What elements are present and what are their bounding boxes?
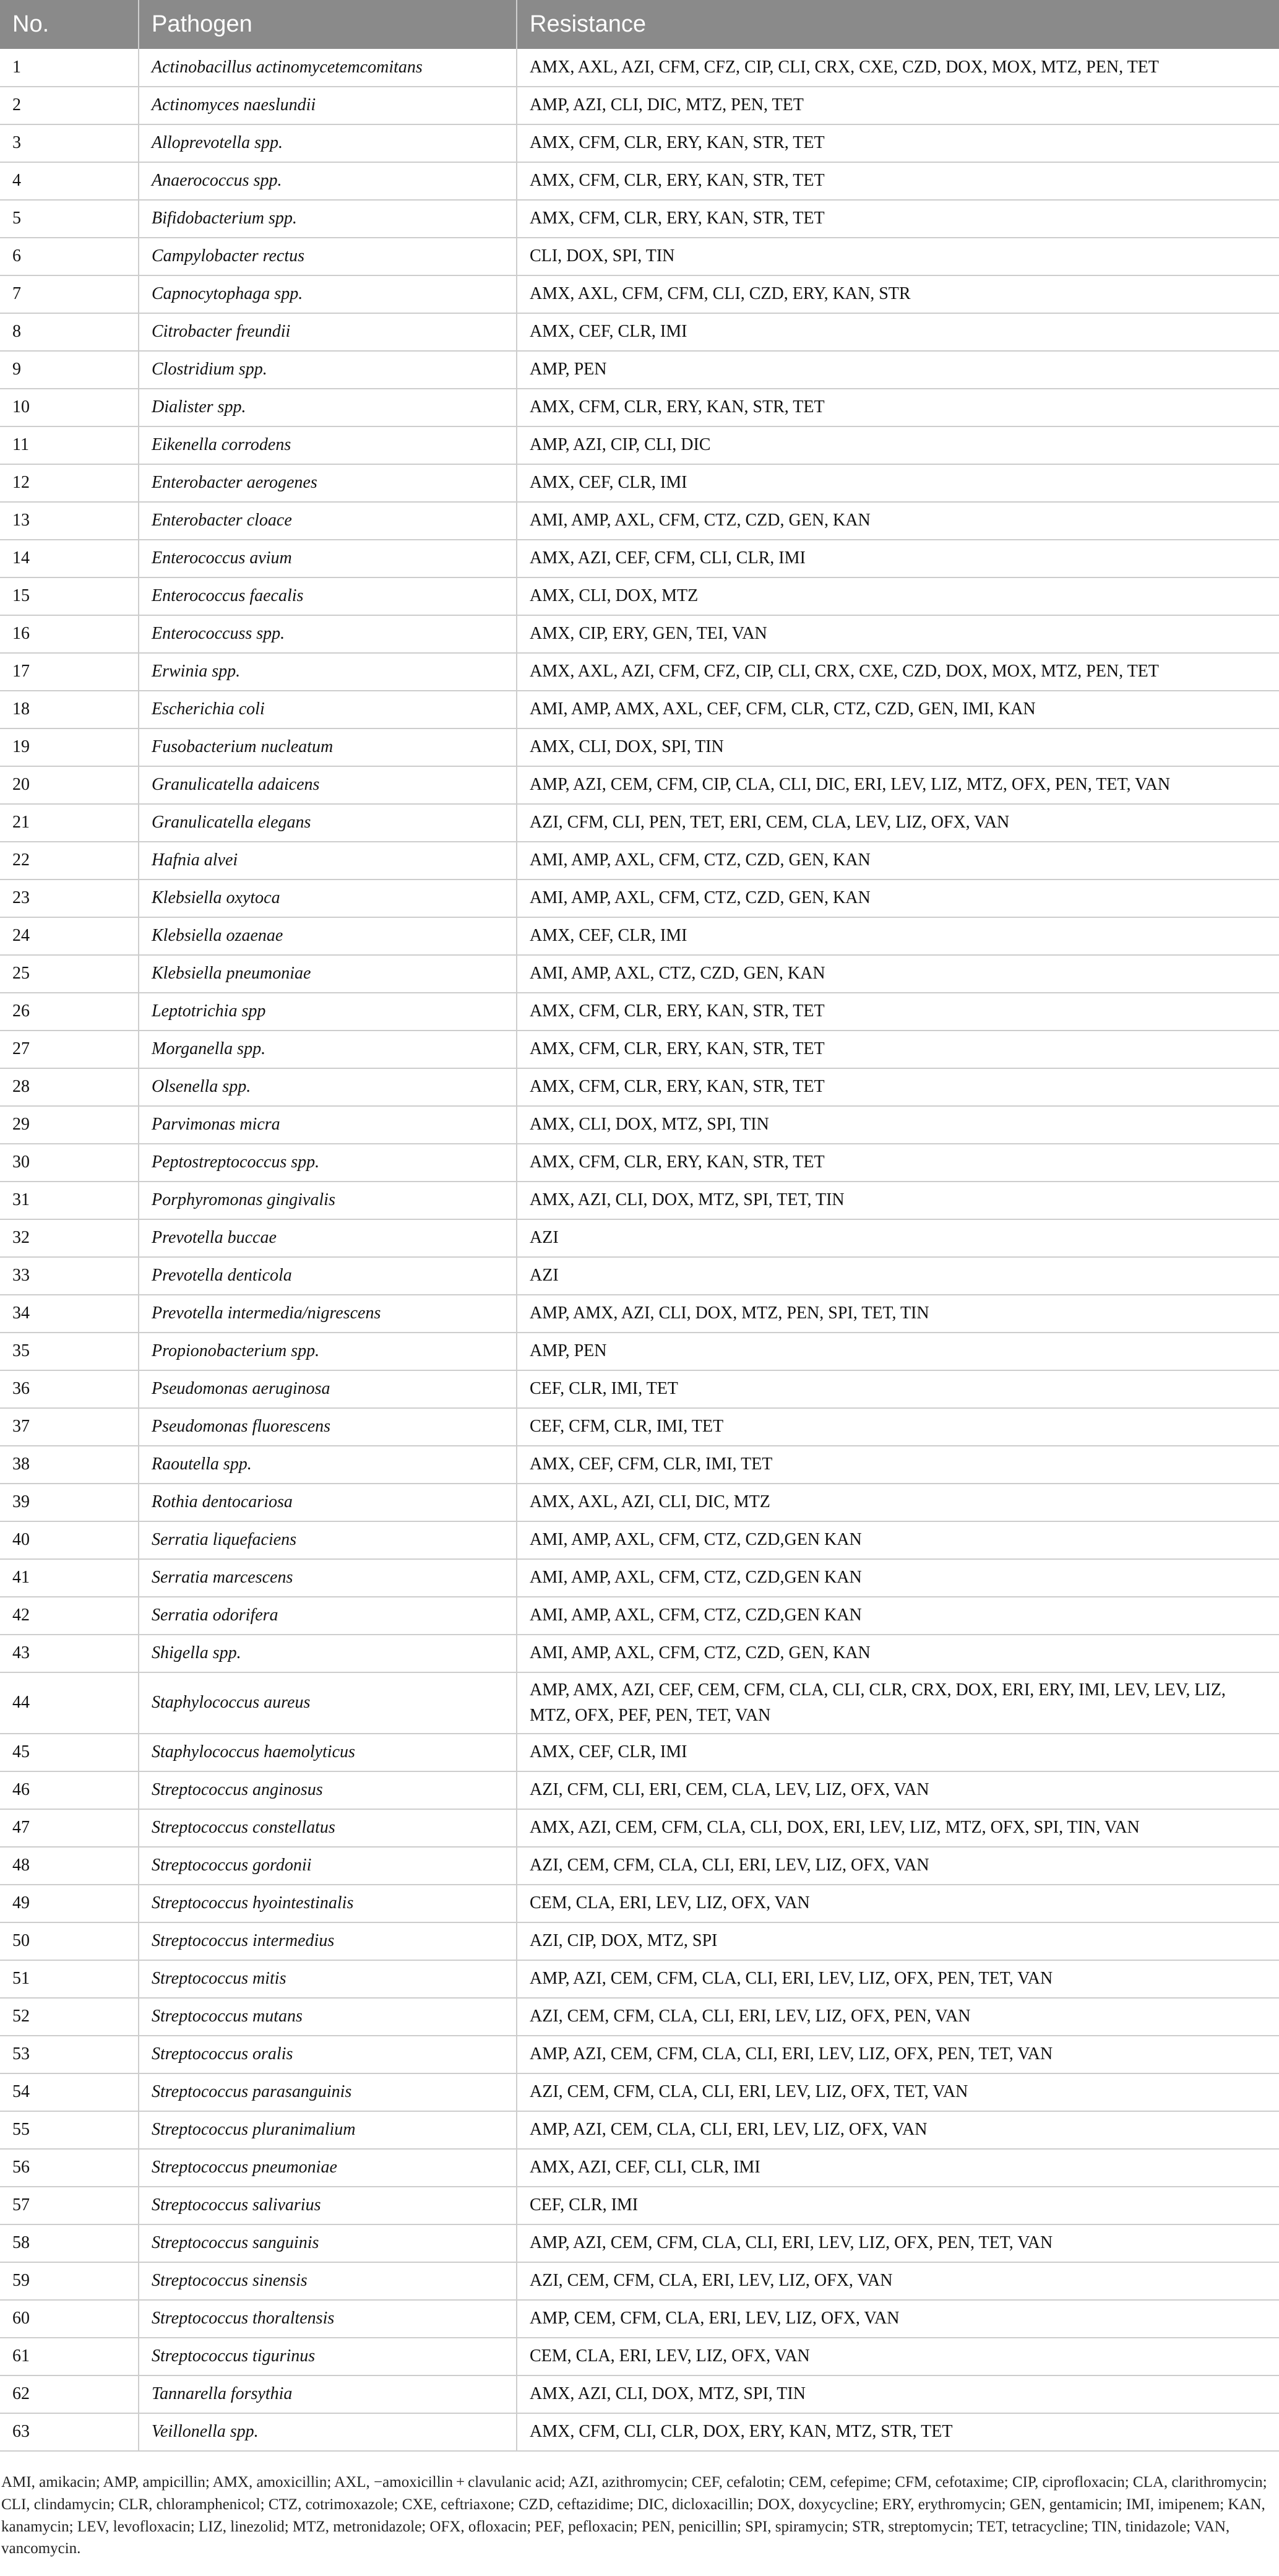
row-number: 30 bbox=[0, 1144, 139, 1182]
resistance-list: AZI, CEM, CFM, CLA, CLI, ERI, LEV, LIZ, OFX, PEN, VAN bbox=[517, 1998, 1279, 2036]
table-row bbox=[0, 1771, 1279, 1809]
pathogen-name: Streptococcus pneumoniae bbox=[139, 2149, 517, 2187]
pathogen-name: Streptococcus hyointestinalis bbox=[139, 1885, 517, 1922]
table-row bbox=[0, 1370, 1279, 1408]
row-number: 10 bbox=[0, 389, 139, 426]
pathogen-name: Alloprevotella spp. bbox=[139, 124, 517, 162]
table-row bbox=[0, 577, 1279, 615]
resistance-list: AMX, CIP, ERY, GEN, TEI, VAN bbox=[517, 615, 1279, 653]
pathogen-name: Streptococcus thoraltensis bbox=[139, 2300, 517, 2338]
row-number: 15 bbox=[0, 577, 139, 615]
resistance-list: AMX, AZI, CLI, DOX, MTZ, SPI, TET, TIN bbox=[517, 1182, 1279, 1219]
resistance-list: AMI, AMP, AXL, CFM, CTZ, CZD, GEN, KAN bbox=[517, 880, 1279, 917]
resistance-list: AMX, CEF, CFM, CLR, IMI, TET bbox=[517, 1446, 1279, 1484]
row-number: 16 bbox=[0, 615, 139, 653]
resistance-list: AMI, AMP, AXL, CFM, CTZ, CZD,GEN KAN bbox=[517, 1559, 1279, 1597]
pathogen-name: Raoutella spp. bbox=[139, 1446, 517, 1484]
resistance-list: AMX, AXL, AZI, CLI, DIC, MTZ bbox=[517, 1484, 1279, 1521]
row-number: 42 bbox=[0, 1597, 139, 1635]
table-row bbox=[0, 1960, 1279, 1998]
resistance-list: AMP, AMX, AZI, CLI, DOX, MTZ, PEN, SPI, TET, TIN bbox=[517, 1295, 1279, 1333]
table-row bbox=[0, 2187, 1279, 2224]
pathogen-name: Hafnia alvei bbox=[139, 842, 517, 880]
resistance-list: CLI, DOX, SPI, TIN bbox=[517, 238, 1279, 275]
row-number: 8 bbox=[0, 313, 139, 351]
row-number: 24 bbox=[0, 917, 139, 955]
resistance-list: AMI, AMP, AXL, CFM, CTZ, CZD,GEN KAN bbox=[517, 1597, 1279, 1635]
pathogen-name: Prevotella buccae bbox=[139, 1219, 517, 1257]
resistance-list: CEF, CLR, IMI bbox=[517, 2187, 1279, 2224]
table-row bbox=[0, 2224, 1279, 2262]
table-body bbox=[0, 49, 1279, 2451]
resistance-list: AZI bbox=[517, 1257, 1279, 1295]
resistance-list: AMX, CLI, DOX, MTZ bbox=[517, 577, 1279, 615]
pathogen-name: Streptococcus salivarius bbox=[139, 2187, 517, 2224]
row-number: 23 bbox=[0, 880, 139, 917]
pathogen-name: Dialister spp. bbox=[139, 389, 517, 426]
row-number: 29 bbox=[0, 1106, 139, 1144]
row-number: 22 bbox=[0, 842, 139, 880]
pathogen-name: Streptococcus pluranimalium bbox=[139, 2111, 517, 2149]
row-number: 54 bbox=[0, 2073, 139, 2111]
row-number: 1 bbox=[0, 49, 139, 87]
table-row bbox=[0, 993, 1279, 1031]
pathogen-name: Streptococcus intermedius bbox=[139, 1922, 517, 1960]
pathogen-name: Fusobacterium nucleatum bbox=[139, 728, 517, 766]
table-row bbox=[0, 1734, 1279, 1771]
resistance-list: AMI, AMP, AXL, CFM, CTZ, CZD, GEN, KAN bbox=[517, 1635, 1279, 1672]
pathogen-name: Serratia odorifera bbox=[139, 1597, 517, 1635]
pathogen-name: Pseudomonas fluorescens bbox=[139, 1408, 517, 1446]
row-number: 19 bbox=[0, 728, 139, 766]
table-row bbox=[0, 1106, 1279, 1144]
pathogen-name: Streptococcus mutans bbox=[139, 1998, 517, 2036]
pathogen-name: Clostridium spp. bbox=[139, 351, 517, 389]
row-number: 25 bbox=[0, 955, 139, 993]
row-number: 58 bbox=[0, 2224, 139, 2262]
table-row bbox=[0, 49, 1279, 87]
resistance-list: AZI, CEM, CFM, CLA, CLI, ERI, LEV, LIZ, OFX, VAN bbox=[517, 1847, 1279, 1885]
row-number: 5 bbox=[0, 200, 139, 238]
resistance-list: AMX, CEF, CLR, IMI bbox=[517, 464, 1279, 502]
pathogen-name: Actinomyces naeslundii bbox=[139, 87, 517, 124]
pathogen-name: Klebsiella ozaenae bbox=[139, 917, 517, 955]
pathogen-name: Granulicatella adaicens bbox=[139, 766, 517, 804]
pathogen-name: Enterobacter cloace bbox=[139, 502, 517, 540]
pathogen-name: Enterococcuss spp. bbox=[139, 615, 517, 653]
resistance-list: AZI, CEM, CFM, CLA, CLI, ERI, LEV, LIZ, OFX, TET, VAN bbox=[517, 2073, 1279, 2111]
table-row bbox=[0, 1144, 1279, 1182]
resistance-list: AMX, CEF, CLR, IMI bbox=[517, 917, 1279, 955]
table-row bbox=[0, 1597, 1279, 1635]
resistance-list: AMP, AZI, CLI, DIC, MTZ, PEN, TET bbox=[517, 87, 1279, 124]
table-row bbox=[0, 2338, 1279, 2375]
table-row bbox=[0, 351, 1279, 389]
pathogen-name: Streptococcus constellatus bbox=[139, 1809, 517, 1847]
resistance-list: AMX, AZI, CLI, DOX, MTZ, SPI, TIN bbox=[517, 2375, 1279, 2413]
row-number: 57 bbox=[0, 2187, 139, 2224]
table-row bbox=[0, 804, 1279, 842]
row-number: 4 bbox=[0, 162, 139, 200]
resistance-list: AMX, CEF, CLR, IMI bbox=[517, 313, 1279, 351]
resistance-list: AZI bbox=[517, 1219, 1279, 1257]
pathogen-name: Enterobacter aerogenes bbox=[139, 464, 517, 502]
resistance-list: AMX, CFM, CLR, ERY, KAN, STR, TET bbox=[517, 1144, 1279, 1182]
resistance-list: CEF, CFM, CLR, IMI, TET bbox=[517, 1408, 1279, 1446]
row-number: 31 bbox=[0, 1182, 139, 1219]
resistance-list: AMX, CFM, CLR, ERY, KAN, STR, TET bbox=[517, 200, 1279, 238]
pathogen-name: Escherichia coli bbox=[139, 691, 517, 728]
row-number: 2 bbox=[0, 87, 139, 124]
table-row bbox=[0, 2149, 1279, 2187]
table-row bbox=[0, 238, 1279, 275]
resistance-list: AMP, AZI, CEM, CLA, CLI, ERI, LEV, LIZ, OFX, VAN bbox=[517, 2111, 1279, 2149]
table-row bbox=[0, 1219, 1279, 1257]
table-row bbox=[0, 880, 1279, 917]
pathogen-name: Actinobacillus actinomycetemcomitans bbox=[139, 49, 517, 87]
row-number: 48 bbox=[0, 1847, 139, 1885]
table-row bbox=[0, 1257, 1279, 1295]
pathogen-name: Eikenella corrodens bbox=[139, 426, 517, 464]
resistance-list: CEM, CLA, ERI, LEV, LIZ, OFX, VAN bbox=[517, 1885, 1279, 1922]
row-number: 52 bbox=[0, 1998, 139, 2036]
row-number: 13 bbox=[0, 502, 139, 540]
table-row bbox=[0, 313, 1279, 351]
row-number: 7 bbox=[0, 275, 139, 313]
pathogen-name: Enterococcus faecalis bbox=[139, 577, 517, 615]
resistance-list: AMX, AZI, CEM, CFM, CLA, CLI, DOX, ERI, LEV, LIZ, MTZ, OFX, SPI, TIN, VAN bbox=[517, 1809, 1279, 1847]
table-row bbox=[0, 2375, 1279, 2413]
pathogen-name: Erwinia spp. bbox=[139, 653, 517, 691]
pathogen-name: Prevotella intermedia/nigrescens bbox=[139, 1295, 517, 1333]
row-number: 36 bbox=[0, 1370, 139, 1408]
table-row bbox=[0, 1333, 1279, 1370]
pathogen-name: Campylobacter rectus bbox=[139, 238, 517, 275]
table-row bbox=[0, 2036, 1279, 2073]
table-row bbox=[0, 1446, 1279, 1484]
table-row bbox=[0, 1998, 1279, 2036]
table-row bbox=[0, 464, 1279, 502]
header-no: No. bbox=[0, 0, 139, 49]
row-number: 51 bbox=[0, 1960, 139, 1998]
pathogen-name: Anaerococcus spp. bbox=[139, 162, 517, 200]
table-header bbox=[0, 0, 1279, 49]
table-row bbox=[0, 162, 1279, 200]
row-number: 61 bbox=[0, 2338, 139, 2375]
resistance-list: AMP, AZI, CEM, CFM, CLA, CLI, ERI, LEV, LIZ, OFX, PEN, TET, VAN bbox=[517, 2224, 1279, 2262]
pathogen-name: Streptococcus anginosus bbox=[139, 1771, 517, 1809]
row-number: 34 bbox=[0, 1295, 139, 1333]
pathogen-name: Morganella spp. bbox=[139, 1031, 517, 1068]
row-number: 46 bbox=[0, 1771, 139, 1809]
row-number: 45 bbox=[0, 1734, 139, 1771]
pathogen-name: Streptococcus parasanguinis bbox=[139, 2073, 517, 2111]
table-row bbox=[0, 917, 1279, 955]
resistance-list: AZI, CFM, CLI, PEN, TET, ERI, CEM, CLA, LEV, LIZ, OFX, VAN bbox=[517, 804, 1279, 842]
row-number: 38 bbox=[0, 1446, 139, 1484]
resistance-list: AMX, AXL, CFM, CFM, CLI, CZD, ERY, KAN, STR bbox=[517, 275, 1279, 313]
pathogen-name: Pseudomonas aeruginosa bbox=[139, 1370, 517, 1408]
row-number: 26 bbox=[0, 993, 139, 1031]
resistance-list: AMX, CFM, CLR, ERY, KAN, STR, TET bbox=[517, 162, 1279, 200]
table-row bbox=[0, 275, 1279, 313]
table-row bbox=[0, 955, 1279, 993]
table-row bbox=[0, 2300, 1279, 2338]
resistance-list: AMX, AXL, AZI, CFM, CFZ, CIP, CLI, CRX, CXE, CZD, DOX, MOX, MTZ, PEN, TET bbox=[517, 653, 1279, 691]
pathogen-name: Klebsiella oxytoca bbox=[139, 880, 517, 917]
row-number: 6 bbox=[0, 238, 139, 275]
row-number: 39 bbox=[0, 1484, 139, 1521]
header-pathogen: Pathogen bbox=[139, 0, 517, 49]
row-number: 32 bbox=[0, 1219, 139, 1257]
resistance-list: AMI, AMP, AXL, CFM, CTZ, CZD,GEN KAN bbox=[517, 1521, 1279, 1559]
table-row bbox=[0, 200, 1279, 238]
table-row bbox=[0, 426, 1279, 464]
pathogen-name: Streptococcus tigurinus bbox=[139, 2338, 517, 2375]
row-number: 3 bbox=[0, 124, 139, 162]
row-number: 14 bbox=[0, 540, 139, 577]
resistance-list: AMX, CFM, CLR, ERY, KAN, STR, TET bbox=[517, 1031, 1279, 1068]
resistance-list: AMP, AZI, CIP, CLI, DIC bbox=[517, 426, 1279, 464]
row-number: 41 bbox=[0, 1559, 139, 1597]
pathogen-name: Leptotrichia spp bbox=[139, 993, 517, 1031]
row-number: 40 bbox=[0, 1521, 139, 1559]
resistance-list: AMI, AMP, AXL, CFM, CTZ, CZD, GEN, KAN bbox=[517, 502, 1279, 540]
row-number: 18 bbox=[0, 691, 139, 728]
resistance-list: CEF, CLR, IMI, TET bbox=[517, 1370, 1279, 1408]
row-number: 37 bbox=[0, 1408, 139, 1446]
row-number: 47 bbox=[0, 1809, 139, 1847]
pathogen-name: Enterococcus avium bbox=[139, 540, 517, 577]
pathogen-name: Porphyromonas gingivalis bbox=[139, 1182, 517, 1219]
table-row bbox=[0, 502, 1279, 540]
pathogen-name: Serratia liquefaciens bbox=[139, 1521, 517, 1559]
table-row bbox=[0, 124, 1279, 162]
table-row bbox=[0, 2413, 1279, 2451]
table-row bbox=[0, 766, 1279, 804]
table-row bbox=[0, 1847, 1279, 1885]
pathogen-name: Parvimonas micra bbox=[139, 1106, 517, 1144]
pathogen-name: Streptococcus oralis bbox=[139, 2036, 517, 2073]
resistance-list: AMP, PEN bbox=[517, 351, 1279, 389]
row-number: 53 bbox=[0, 2036, 139, 2073]
pathogen-name: Klebsiella pneumoniae bbox=[139, 955, 517, 993]
row-number: 56 bbox=[0, 2149, 139, 2187]
header-row bbox=[0, 0, 1279, 49]
resistance-list: AMX, CFM, CLR, ERY, KAN, STR, TET bbox=[517, 1068, 1279, 1106]
pathogen-name: Granulicatella elegans bbox=[139, 804, 517, 842]
resistance-list: AMX, AXL, AZI, CFM, CFZ, CIP, CLI, CRX, CXE, CZD, DOX, MOX, MTZ, PEN, TET bbox=[517, 49, 1279, 87]
resistance-list: AMX, CFM, CLI, CLR, DOX, ERY, KAN, MTZ, STR, TET bbox=[517, 2413, 1279, 2451]
table-row bbox=[0, 1408, 1279, 1446]
pathogen-name: Staphylococcus haemolyticus bbox=[139, 1734, 517, 1771]
table-row bbox=[0, 87, 1279, 124]
resistance-list: AMX, CFM, CLR, ERY, KAN, STR, TET bbox=[517, 389, 1279, 426]
pathogen-name: Bifidobacterium spp. bbox=[139, 200, 517, 238]
resistance-list: AMP, PEN bbox=[517, 1333, 1279, 1370]
row-number: 49 bbox=[0, 1885, 139, 1922]
pathogen-name: Veillonella spp. bbox=[139, 2413, 517, 2451]
resistance-list: AMI, AMP, AMX, AXL, CEF, CFM, CLR, CTZ, CZD, GEN, IMI, KAN bbox=[517, 691, 1279, 728]
table-row bbox=[0, 653, 1279, 691]
row-number: 21 bbox=[0, 804, 139, 842]
table-row bbox=[0, 2262, 1279, 2300]
resistance-list: AMX, CFM, CLR, ERY, KAN, STR, TET bbox=[517, 993, 1279, 1031]
resistance-list: AMX, CLI, DOX, MTZ, SPI, TIN bbox=[517, 1106, 1279, 1144]
resistance-list: AMI, AMP, AXL, CFM, CTZ, CZD, GEN, KAN bbox=[517, 842, 1279, 880]
row-number: 62 bbox=[0, 2375, 139, 2413]
row-number: 17 bbox=[0, 653, 139, 691]
row-number: 63 bbox=[0, 2413, 139, 2451]
table-row bbox=[0, 1295, 1279, 1333]
resistance-list: AZI, CEM, CFM, CLA, ERI, LEV, LIZ, OFX, VAN bbox=[517, 2262, 1279, 2300]
table-row bbox=[0, 1635, 1279, 1672]
row-number: 43 bbox=[0, 1635, 139, 1672]
resistance-list: AMX, AZI, CEF, CFM, CLI, CLR, IMI bbox=[517, 540, 1279, 577]
table-row bbox=[0, 1068, 1279, 1106]
header-resistance: Resistance bbox=[517, 0, 1279, 49]
pathogen-name: Streptococcus gordonii bbox=[139, 1847, 517, 1885]
resistance-list: AMP, AZI, CEM, CFM, CIP, CLA, CLI, DIC, ERI, LEV, LIZ, MTZ, OFX, PEN, TET, VAN bbox=[517, 766, 1279, 804]
pathogen-name: Citrobacter freundii bbox=[139, 313, 517, 351]
table-row bbox=[0, 1031, 1279, 1068]
resistance-list: AZI, CIP, DOX, MTZ, SPI bbox=[517, 1922, 1279, 1960]
table-row bbox=[0, 728, 1279, 766]
pathogen-name: Streptococcus mitis bbox=[139, 1960, 517, 1998]
row-number: 9 bbox=[0, 351, 139, 389]
row-number: 59 bbox=[0, 2262, 139, 2300]
pathogen-name: Tannarella forsythia bbox=[139, 2375, 517, 2413]
table-row bbox=[0, 1885, 1279, 1922]
resistance-list: AZI, CFM, CLI, ERI, CEM, CLA, LEV, LIZ, OFX, VAN bbox=[517, 1771, 1279, 1809]
pathogen-name: Prevotella denticola bbox=[139, 1257, 517, 1295]
row-number: 11 bbox=[0, 426, 139, 464]
resistance-list: AMI, AMP, AXL, CTZ, CZD, GEN, KAN bbox=[517, 955, 1279, 993]
table-row bbox=[0, 615, 1279, 653]
table-row bbox=[0, 1672, 1279, 1734]
pathogen-name: Capnocytophaga spp. bbox=[139, 275, 517, 313]
resistance-list: AMX, CEF, CLR, IMI bbox=[517, 1734, 1279, 1771]
resistance-list: CEM, CLA, ERI, LEV, LIZ, OFX, VAN bbox=[517, 2338, 1279, 2375]
resistance-list: AMX, CLI, DOX, SPI, TIN bbox=[517, 728, 1279, 766]
pathogen-name: Streptococcus sinensis bbox=[139, 2262, 517, 2300]
row-number: 60 bbox=[0, 2300, 139, 2338]
table-row bbox=[0, 540, 1279, 577]
resistance-list: AMP, AMX, AZI, CEF, CEM, CFM, CLA, CLI, CLR, CRX, DOX, ERI, ERY, IMI, LEV, LEV, LIZ, MTZ, OFX, PEF, PEN, TET, VAN bbox=[517, 1672, 1279, 1734]
resistance-list: AMP, AZI, CEM, CFM, CLA, CLI, ERI, LEV, LIZ, OFX, PEN, TET, VAN bbox=[517, 1960, 1279, 1998]
table-row bbox=[0, 842, 1279, 880]
row-number: 35 bbox=[0, 1333, 139, 1370]
pathogen-name: Peptostreptococcus spp. bbox=[139, 1144, 517, 1182]
table-row bbox=[0, 1809, 1279, 1847]
row-number: 12 bbox=[0, 464, 139, 502]
table-row bbox=[0, 1559, 1279, 1597]
pathogen-name: Olsenella spp. bbox=[139, 1068, 517, 1106]
table-row bbox=[0, 2111, 1279, 2149]
resistance-list: AMP, CEM, CFM, CLA, ERI, LEV, LIZ, OFX, VAN bbox=[517, 2300, 1279, 2338]
row-number: 44 bbox=[0, 1672, 139, 1734]
row-number: 27 bbox=[0, 1031, 139, 1068]
abbreviations-footnote: AMI, amikacin; AMP, ampicillin; AMX, amoxicillin; AXL, −amoxicillin + clavulanic acid; AZI, azithromycin; CEF, cefalotin; CEM, cefepime; CFM, cefotaxime; CIP, ciprofloxacin; CLA, clarithromycin; CLI, clindamycin; CLR, chloramphenicol; CTZ, cotrimoxazole; CXE, ceftriaxone; CZD, ceftazidime; DIC, dicloxacillin; DOX, doxycycline; ERY, erythromycin; GEN, gentamicin; IMI, imipenem; KAN, kanamycin; LEV, levofloxacin; LIZ, linezolid; MTZ, metronidazole; OFX, ofloxacin; PEF, pefloxacin; PEN, penicillin; SPI, spiramycin; STR, streptomycin; TET, tetracycline; TIN, tinidazole; VAN, vancomycin. bbox=[1, 2474, 1267, 2557]
row-number: 33 bbox=[0, 1257, 139, 1295]
pathogen-name: Shigella spp. bbox=[139, 1635, 517, 1672]
pathogen-name: Propionobacterium spp. bbox=[139, 1333, 517, 1370]
table-row bbox=[0, 389, 1279, 426]
pathogen-name: Rothia dentocariosa bbox=[139, 1484, 517, 1521]
table-row bbox=[0, 691, 1279, 728]
row-number: 50 bbox=[0, 1922, 139, 1960]
resistance-list: AMX, AZI, CEF, CLI, CLR, IMI bbox=[517, 2149, 1279, 2187]
table-row bbox=[0, 2073, 1279, 2111]
row-number: 28 bbox=[0, 1068, 139, 1106]
table-row bbox=[0, 1182, 1279, 1219]
row-number: 55 bbox=[0, 2111, 139, 2149]
resistance-list: AMP, AZI, CEM, CFM, CLA, CLI, ERI, LEV, LIZ, OFX, PEN, TET, VAN bbox=[517, 2036, 1279, 2073]
row-number: 20 bbox=[0, 766, 139, 804]
table-row bbox=[0, 1484, 1279, 1521]
pathogen-name: Staphylococcus aureus bbox=[139, 1672, 517, 1734]
table-row bbox=[0, 1521, 1279, 1559]
pathogen-name: Serratia marcescens bbox=[139, 1559, 517, 1597]
pathogen-name: Streptococcus sanguinis bbox=[139, 2224, 517, 2262]
resistance-list: AMX, CFM, CLR, ERY, KAN, STR, TET bbox=[517, 124, 1279, 162]
table-row bbox=[0, 1922, 1279, 1960]
